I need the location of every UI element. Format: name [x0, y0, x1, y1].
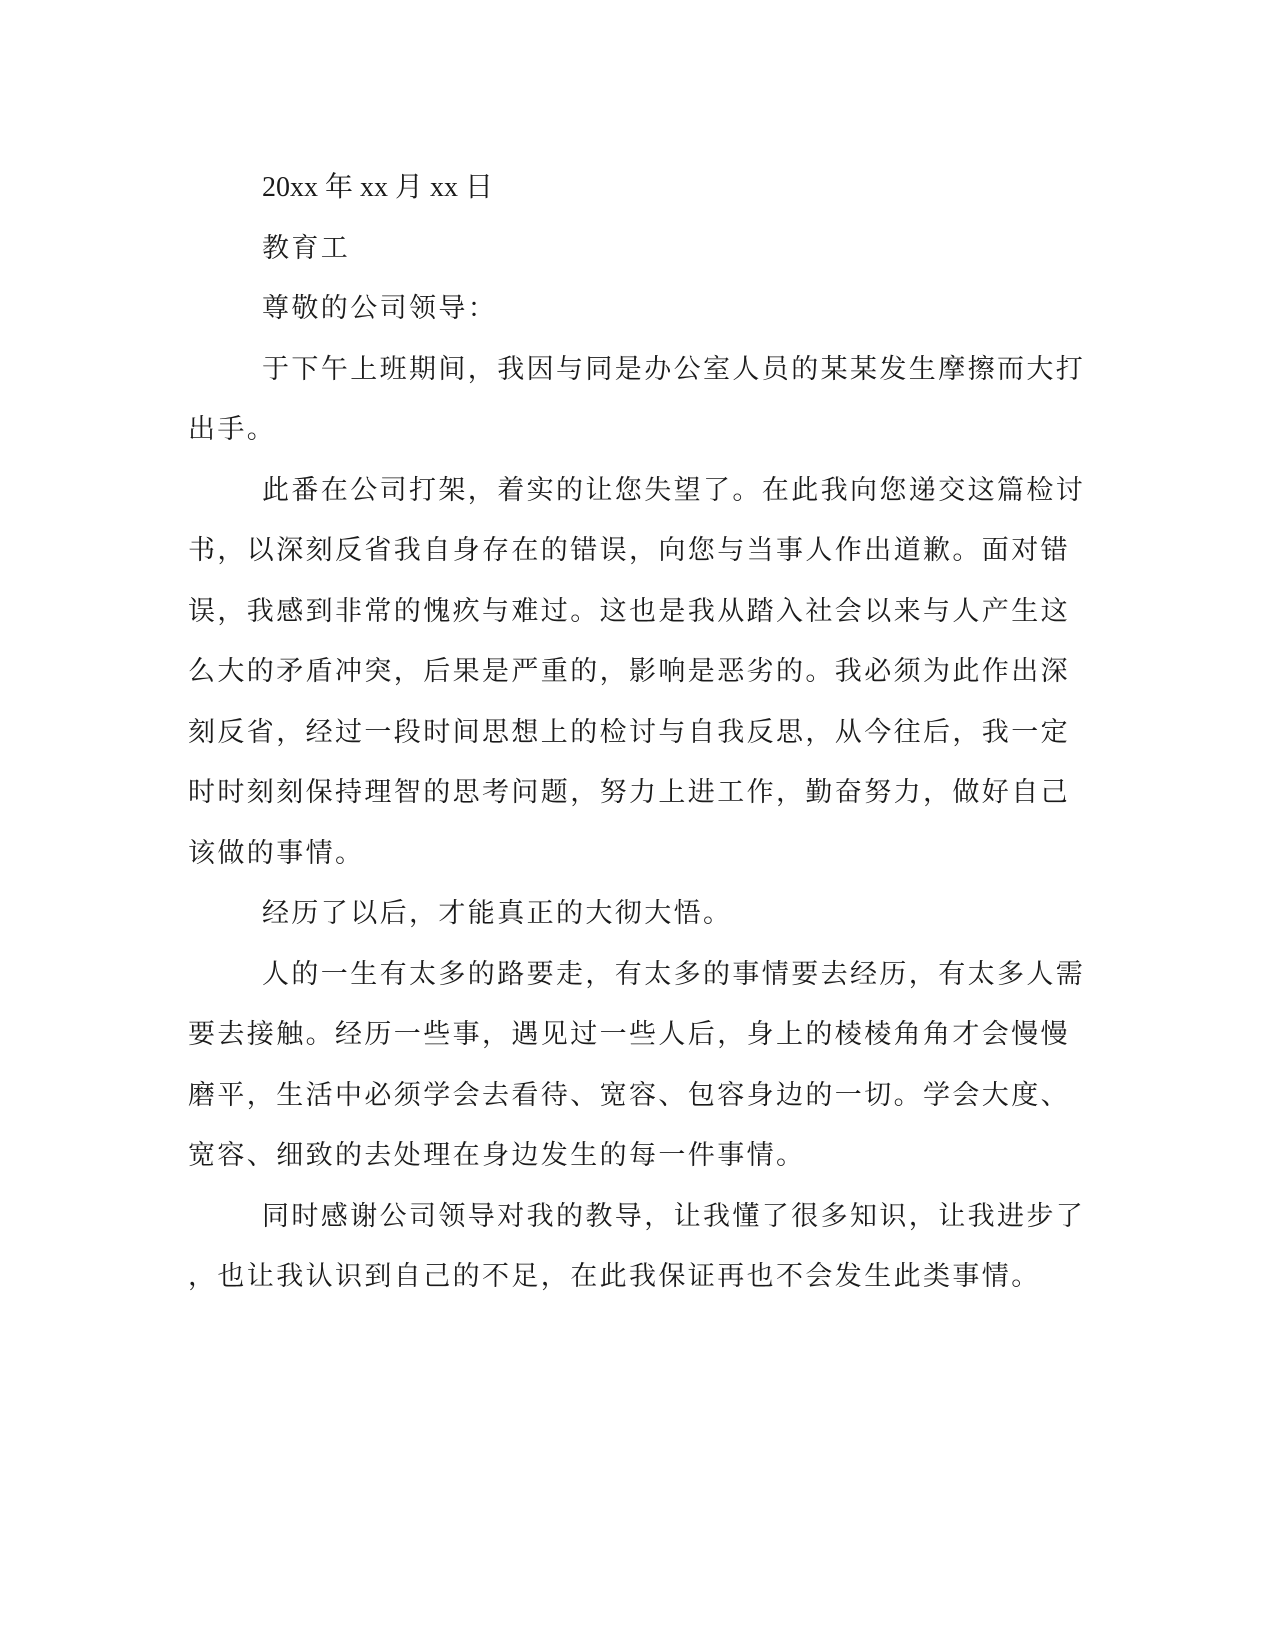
paragraph-line: 误，我感到非常的愧疚与难过。这也是我从踏入社会以来与人产生这 — [188, 595, 1070, 627]
paragraph-reflection — [188, 945, 1086, 1187]
paragraph-line: 时时刻刻保持理智的思考问题，努力上进工作，勤奋努力，做好自己 — [188, 777, 1070, 808]
paragraph-line: 么大的矛盾冲突，后果是严重的，影响是恶劣的。我必须为此作出深 — [188, 656, 1070, 687]
paragraph-realization — [188, 884, 1068, 945]
paragraph-line: 磨平，生活中必须学会去看待、宽容、包容身边的一切。学会大度、 — [188, 1079, 1070, 1111]
paragraph-line: 书，以深刻反省我自身存在的错误，向您与当事人作出道歉。面对错 — [188, 535, 1070, 566]
paragraph-line: 该做的事情。 — [188, 837, 365, 869]
paragraph-line: 同时感谢公司领导对我的教导，让我懂了很多知识，让我进步了 — [262, 1200, 1086, 1232]
paragraph-line: 经历了以后，才能真正的大彻大悟。 — [262, 898, 733, 929]
paragraph-line: 宽容、细致的去处理在身边发生的每一件事情。 — [188, 1140, 806, 1171]
paragraph-apology — [188, 461, 1086, 885]
paragraph-line: 人的一生有太多的路要走，有太多的事情要去经历，有太多人需 — [262, 958, 1086, 990]
paragraph-line: 要去接触。经历一些事，遇见过一些人后，身上的棱棱角角才会慢慢 — [188, 1019, 1070, 1050]
paragraph-gratitude — [188, 1187, 1086, 1308]
document-body — [188, 158, 1086, 1308]
category-line: 教育工 — [262, 232, 351, 264]
salutation: 尊敬的公司领导： — [262, 293, 498, 324]
date-line: 20xx 年 xx 月 xx 日 — [262, 172, 494, 203]
paragraph-line: 于下午上班期间，我因与同是办公室人员的某某发生摩擦而大打 — [262, 353, 1086, 385]
paragraph-incident — [188, 340, 1086, 461]
paragraph-line: 出手。 — [188, 414, 277, 445]
paragraph-line: 刻反省，经过一段时间思想上的检讨与自我反思，从今往后，我一定 — [188, 716, 1070, 748]
paragraph-line: ，也让我认识到自己的不足，在此我保证再也不会发生此类事情。 — [188, 1261, 1041, 1292]
paragraph-line: 此番在公司打架，着实的让您失望了。在此我向您递交这篇检讨 — [262, 474, 1086, 506]
